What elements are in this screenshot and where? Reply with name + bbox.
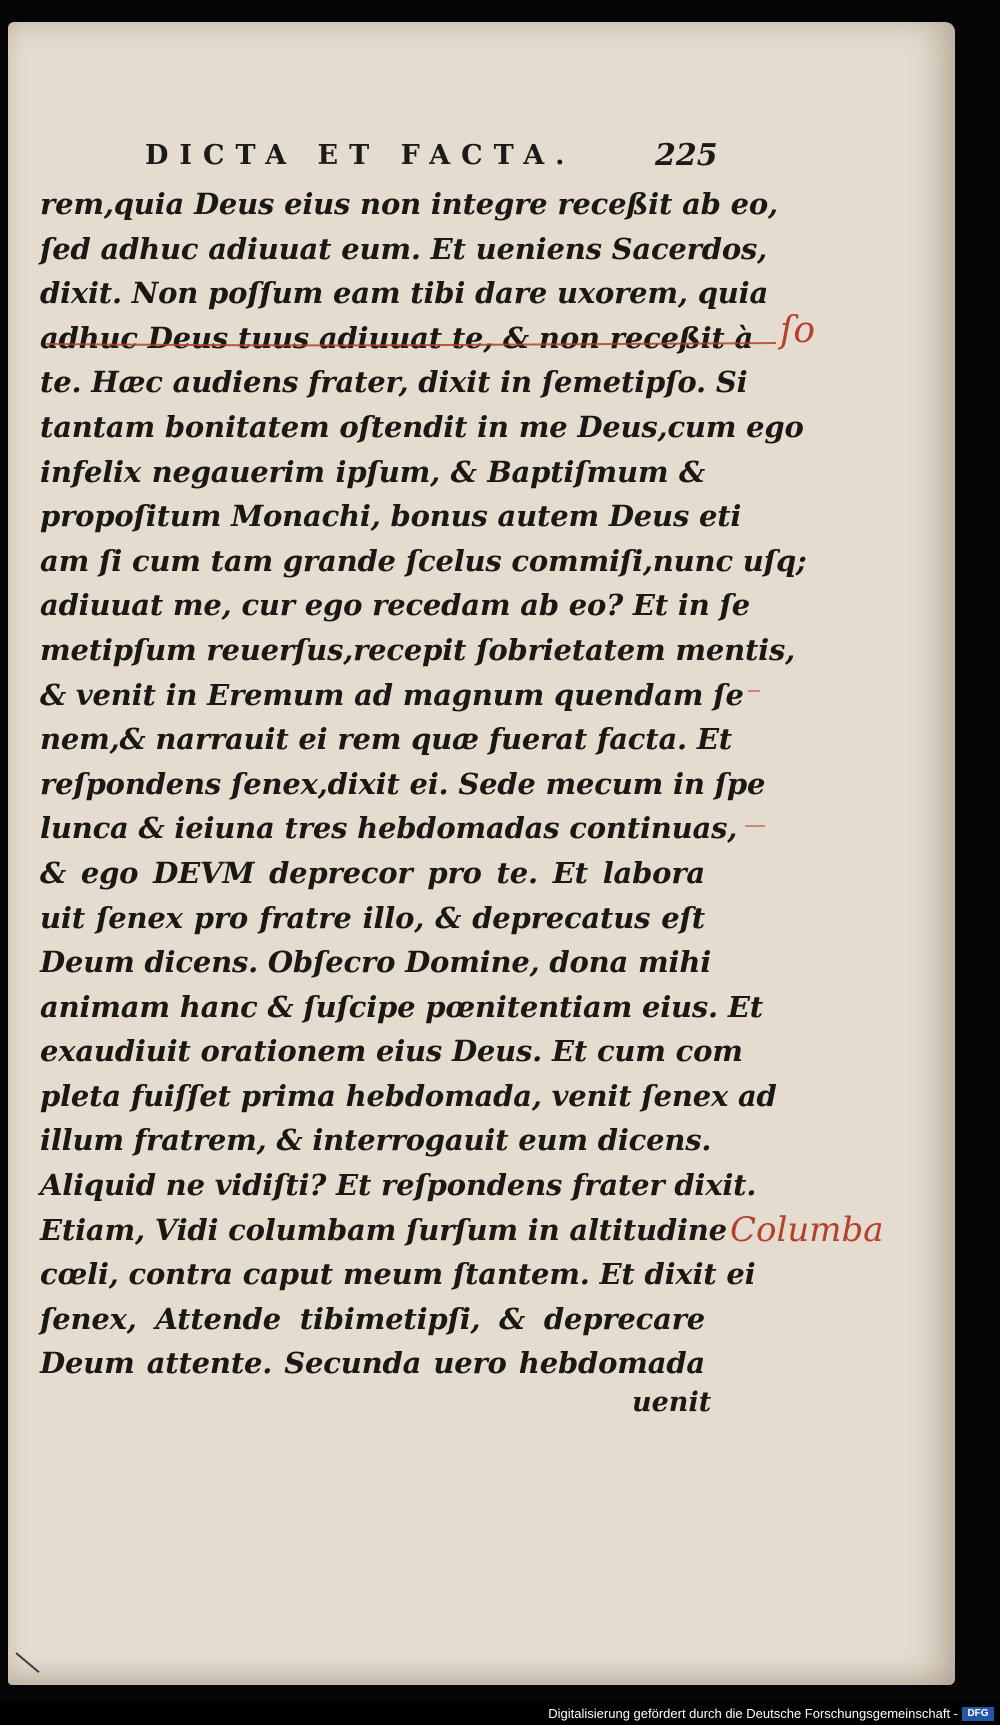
margin-dash: [745, 825, 765, 827]
text-line: & venit in Eremum ad magnum quendam ſe: [40, 677, 744, 712]
text-line: lunca & ieiuna tres hebdomadas continuas,: [40, 811, 738, 846]
text-line: tantam bonitatem oſtendit in me Deus,cum ego: [40, 409, 804, 444]
text-line: uit ſenex pro fratre illo, & deprecatus eſt: [40, 900, 705, 935]
text-line: propoſitum Monachi, bonus autem Deus eti: [40, 499, 742, 534]
text-line: adhuc Deus tuus adiuuat te, & non receßit à: [40, 320, 754, 355]
text-line: metipſum reuerſus,recepit ſobrietatem mentis,: [40, 632, 796, 667]
margin-note-columba: Columba: [730, 1210, 884, 1250]
text-line: cœli, contra caput meum ſtantem. Et dixit ei: [40, 1257, 756, 1292]
text-line: reſpondens ſenex,dixit ei. Sede mecum in ſpe: [40, 766, 766, 801]
text-line: am ſi cum tam grande ſcelus commiſi,nunc uſq;: [40, 543, 807, 578]
catchword: uenit: [632, 1387, 712, 1418]
text-line: Deum dicens. Obſecro Domine, dona mihi: [40, 945, 712, 980]
body-text: [40, 182, 807, 1386]
text-line: rem,quia Deus eius non integre receßit ab eo,: [40, 187, 778, 221]
text-line: Aliquid ne vidiſti? Et reſpondens frater dixit.: [40, 1168, 757, 1203]
text-line: Etiam, Vidi columbam ſurſum in altitudine: [40, 1212, 727, 1247]
margin-dash: [748, 690, 760, 692]
text-line: animam hanc & ſuſcipe pœnitentiam eius. Et: [40, 989, 763, 1024]
margin-note-top: ſo: [780, 310, 815, 351]
text-line: Deum attente. Secunda uero hebdomada: [40, 1346, 705, 1381]
text-line: illum fratrem, & interrogauit eum dicens.: [40, 1123, 712, 1158]
text-line: exaudiuit orationem eius Deus. Et cum com: [40, 1034, 743, 1069]
text-line: nem,& narrauit ei rem quæ fuerat facta. Et: [40, 722, 732, 757]
footer-credit: Digitalisierung gefördert durch die Deutsche Forschungsgemeinschaft -: [548, 1706, 958, 1721]
text-line: ſed adhuc adiuuat eum. Et ueniens Sacerdos,: [40, 231, 767, 266]
text-line: adiuuat me, cur ego recedam ab eo? Et in ſe: [40, 588, 750, 623]
running-title: DICTA ET FACTA.: [145, 140, 576, 171]
page-fold-mark: [15, 1652, 39, 1673]
text-line: infelix negauerim ipſum, & Baptiſmum &: [40, 454, 705, 489]
ink-underline: [46, 340, 776, 348]
text-line: dixit. Non poſſum eam tibi dare uxorem, quia: [40, 276, 769, 311]
text-line: te. Hæc audiens frater, dixit in ſemetipſo. Si: [40, 365, 748, 400]
text-line: pleta fuiſſet prima hebdomada, venit ſenex ad: [40, 1078, 777, 1113]
text-line: ſenex, Attende tibimetipſi, & deprecare: [40, 1301, 705, 1336]
text-line: & ego DEVM deprecor pro te. Et labora: [40, 855, 705, 890]
dfg-logo: DFG: [962, 1707, 994, 1721]
page-number: 225: [655, 138, 718, 173]
